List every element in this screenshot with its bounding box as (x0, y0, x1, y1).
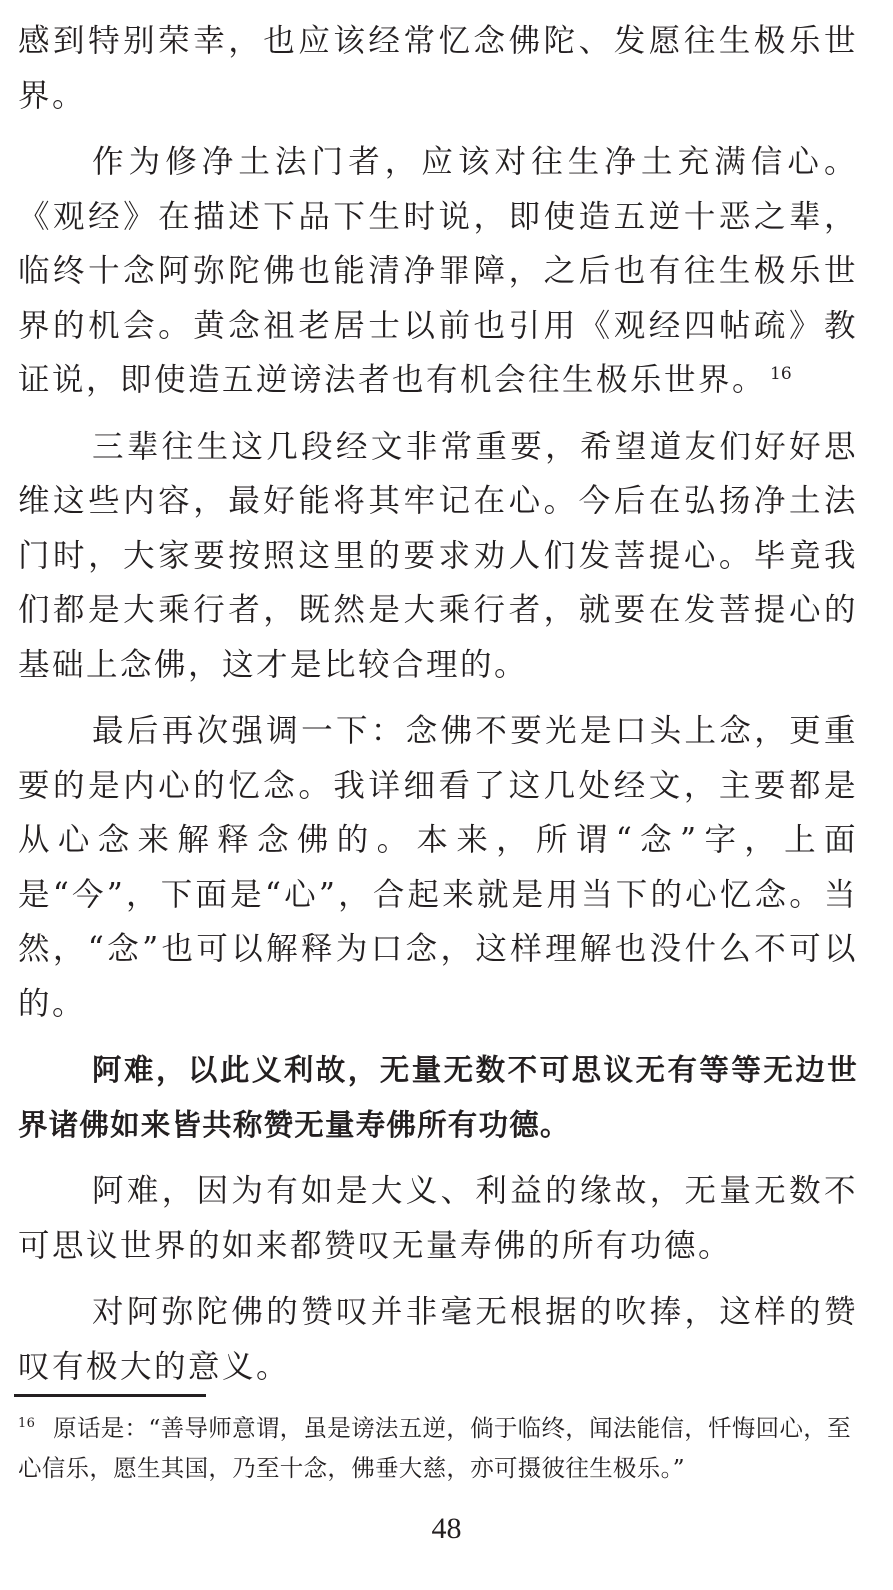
footnote-number: 16 (18, 1416, 36, 1432)
footnote (18, 1408, 863, 1488)
paragraph-text: 作为修净土法门者，应该对往生净土充满信心。《观经》在描述下品下生时说，即使造五逆十恶之辈，临终十念阿弥陀佛也能清净罪障，之后也有往生极乐世界的机会。黄念祖老居士以前也引用《观经四帖疏》教证说，即使造五逆谤法者也有机会往生极乐世界。 (18, 144, 858, 398)
paragraph-mindful-recitation: 最后再次强调一下：念佛不要光是口头上念，更重要的是内心的忆念。我详细看了这几处经文，主要都是从心念来解释念佛的。本来，所谓“念”字，上面是“今”，下面是“心”，合起来就是用当下的心忆念。当然，“念”也可以解释为口念，这样理解也没什么不可以的。 (18, 713, 858, 1022)
footnote-reference[interactable]: 16 (770, 363, 792, 384)
paragraph-praise-meaning: 对阿弥陀佛的赞叹并非毫无根据的吹捧，这样的赞叹有极大的意义。 (18, 1294, 858, 1385)
body-text (18, 14, 858, 1394)
paragraph-continued: 感到特别荣幸，也应该经常忆念佛陀、发愿往生极乐世界。 (18, 23, 858, 114)
sutra-explanation: 阿难，因为有如是大义、利益的缘故，无量无数不可思议世界的如来都赞叹无量寿佛的所有功德。 (18, 1173, 858, 1264)
footnote-divider (14, 1394, 206, 1397)
footnote-text: 原话是：“善导师意谓，虽是谤法五逆，倘于临终，闻法能信，忏悔回心，至心信乐，愿生其国，乃至十念，佛垂大慈，亦可摄彼往生极乐。” (18, 1414, 851, 1482)
sutra-quote: 阿难，以此义利故，无量无数不可思议无有等等无边世界诸佛如来皆共称赞无量寿佛所有功德。 (18, 1053, 858, 1142)
page-number: 48 (431, 1512, 462, 1545)
paragraph-three-grades: 三辈往生这几段经文非常重要，希望道友们好好思维这些内容，最好能将其牢记在心。今后在弘扬净土法门时，大家要按照这里的要求劝人们发菩提心。毕竟我们都是大乘行者，既然是大乘行者，就要在发菩提心的基础上念佛，这才是比较合理的。 (18, 428, 858, 683)
paragraph-faith-in-pure-land (18, 135, 858, 408)
